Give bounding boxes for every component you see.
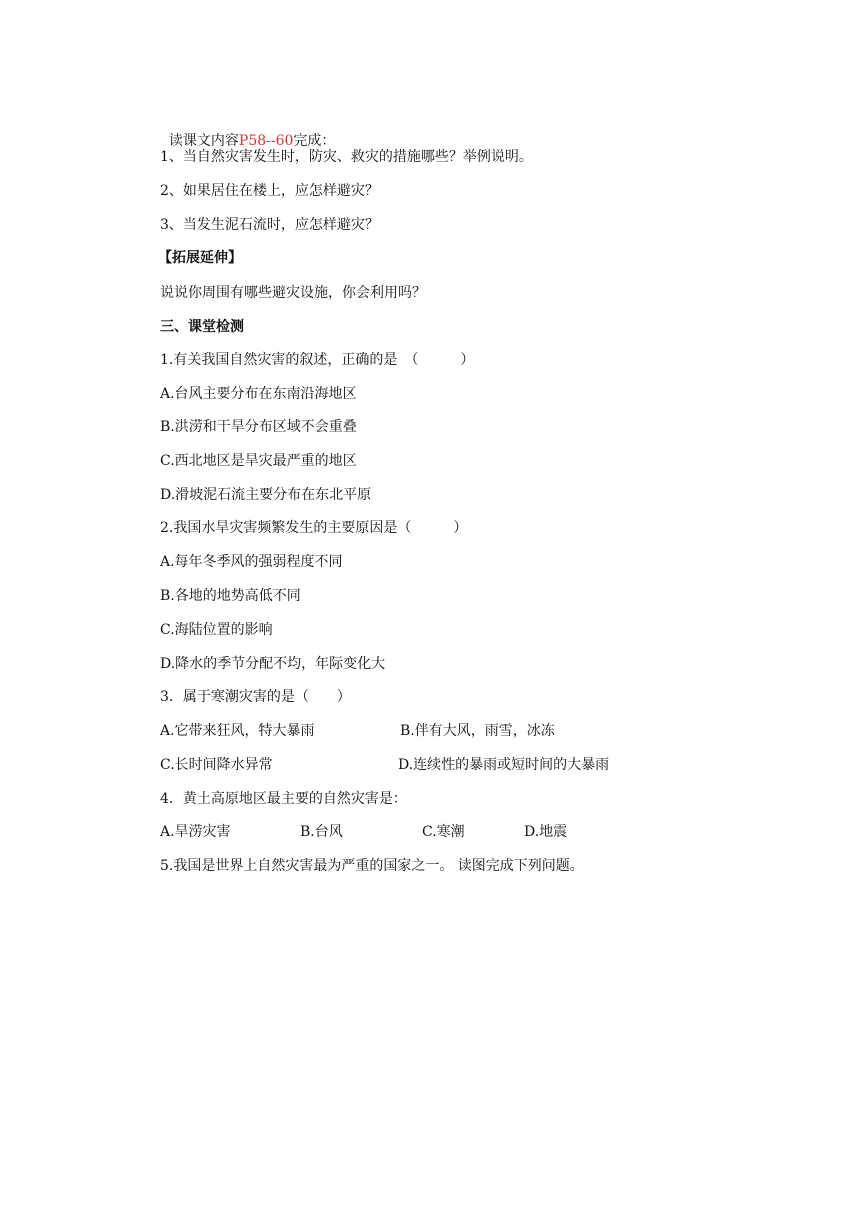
- q4-option-a: A.旱涝灾害: [160, 824, 231, 840]
- q3-option-a: A.它带来狂风，特大暴雨: [160, 723, 315, 739]
- q4-option-b: B.台风: [300, 824, 343, 840]
- q4-stem: 4．黄土高原地区最主要的自然灾害是：: [160, 791, 407, 807]
- intro-suffix: 完成：: [293, 133, 336, 149]
- section3-heading: 三、课堂检测: [160, 319, 244, 335]
- q2-option-d: D.降水的季节分配不均，年际变化大: [160, 656, 386, 672]
- question-2: 2、如果居住在楼上，应怎样避灾？: [160, 183, 379, 199]
- q1-option-c: C.西北地区是旱灾最严重的地区: [160, 453, 357, 469]
- intro-line: [160, 114, 335, 150]
- q2-option-a: A.每年冬季风的强弱程度不同: [160, 554, 343, 570]
- extension-text: 说说你周围有哪些避灾设施，你会利用吗？: [160, 285, 426, 301]
- intro-pages: P58--60: [238, 133, 294, 149]
- question-1: 1、当自然灾害发生时，防灾、救灾的措施哪些？举例说明。: [160, 149, 533, 165]
- q2-option-c: C.海陆位置的影响: [160, 622, 273, 638]
- q2-option-b: B.各地的地势高低不同: [160, 588, 301, 604]
- q1-option-d: D.滑坡泥石流主要分布在东北平原: [160, 487, 372, 503]
- q3-option-d: D.连续性的暴雨或短时间的大暴雨: [398, 757, 610, 773]
- intro-prefix: 读课文内容: [168, 133, 239, 149]
- q3-stem: 3．属于寒潮灾害的是（ ）: [160, 689, 351, 705]
- q1-stem: 1.有关我国自然灾害的叙述，正确的是 （ ）: [160, 352, 475, 368]
- q2-stem: 2.我国水旱灾害频繁发生的主要原因是（ ）: [160, 520, 468, 536]
- q3-option-c: C.长时间降水异常: [160, 757, 273, 773]
- q5-stem: 5.我国是世界上自然灾害最为严重的国家之一。 读图完成下列问题。: [160, 858, 584, 874]
- q3-option-b: B.伴有大风，雨雪，冰冻: [400, 723, 555, 739]
- q1-option-b: B.洪涝和干旱分布区域不会重叠: [160, 419, 357, 435]
- q1-option-a: A.台风主要分布在东南沿海地区: [160, 386, 357, 402]
- question-3: 3、当发生泥石流时，应怎样避灾？: [160, 217, 379, 233]
- q4-option-d: D.地震: [524, 824, 568, 840]
- q4-option-c: C.寒潮: [422, 824, 465, 840]
- extension-heading: 【拓展延伸】: [158, 250, 242, 266]
